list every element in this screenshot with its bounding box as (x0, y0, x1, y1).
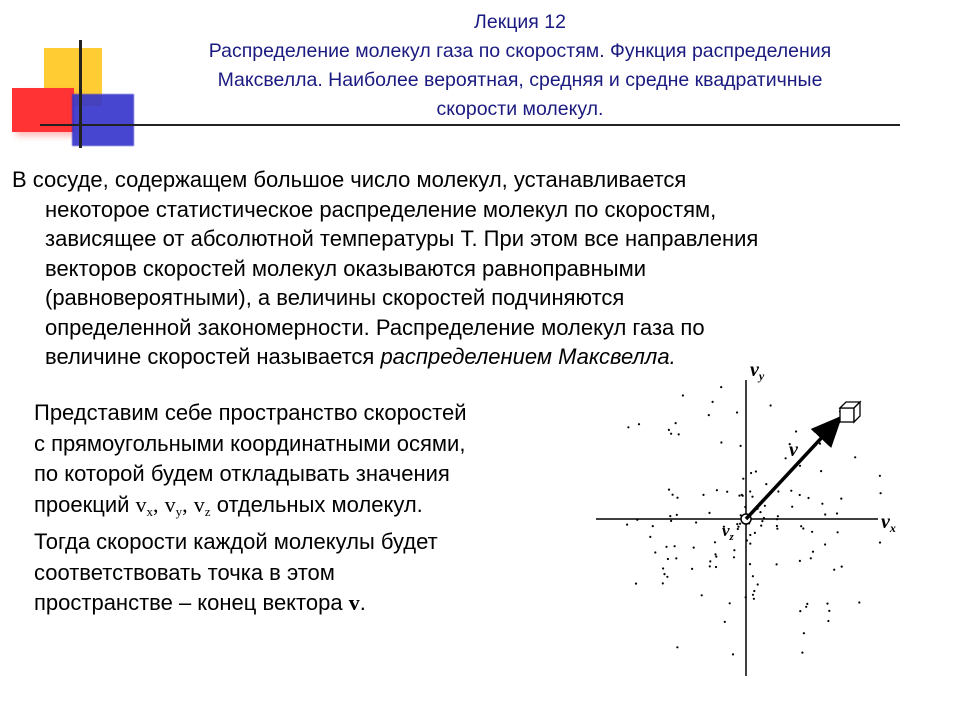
molecule-point (759, 511, 761, 513)
paragraph-line-1: В сосуде, содержащем большое число молекул, устанавливается (12, 167, 687, 192)
molecule-point (749, 543, 751, 545)
side-line-4: проекций $v_x$, $v_y$, $v_z$ отдельных молекул. (34, 491, 423, 519)
molecule-point (746, 539, 748, 541)
molecule-point (763, 517, 765, 519)
molecule-point (729, 602, 731, 604)
molecule-point (753, 590, 755, 592)
molecule-point (812, 551, 814, 553)
molecule-point (807, 497, 809, 499)
molecule-points (626, 386, 882, 656)
molecule-point (828, 610, 830, 612)
paragraph-line-3: зависящее от абсолютной температуры Т. При этом все направления (45, 226, 759, 251)
molecule-point (752, 594, 754, 596)
molecule-point (752, 575, 754, 577)
side-line-1: Представим себе пространство скоростей (34, 400, 467, 425)
molecule-point (749, 563, 751, 565)
molecule-point (827, 620, 829, 622)
molecule-point (749, 490, 751, 492)
side-line-6: соответствовать точка в этом (34, 559, 335, 585)
molecule-point (749, 534, 751, 536)
molecule-point (826, 603, 828, 605)
side-line-2: с прямоугольными координатными осями, (34, 430, 466, 456)
molecule-point (761, 520, 763, 522)
molecule-point (672, 494, 674, 496)
molecule-point (666, 576, 668, 578)
vector-label: v (789, 439, 798, 461)
molecule-point (708, 414, 710, 416)
molecule-point (833, 569, 835, 571)
velocity-space-text (34, 398, 594, 619)
molecule-point (714, 541, 716, 543)
molecule-point (663, 573, 665, 575)
molecule-point (712, 401, 714, 403)
molecule-point (732, 653, 734, 655)
molecule-point (738, 495, 740, 497)
volume-element-cube (840, 402, 860, 422)
molecule-point (760, 525, 762, 527)
molecule-point (820, 470, 822, 472)
molecule-point (821, 503, 823, 505)
logo-vertical-line (79, 40, 82, 148)
title-line-4: скорости молекул. (436, 98, 604, 120)
molecule-point (724, 621, 726, 623)
molecule-point (880, 492, 882, 494)
molecule-point (733, 549, 735, 551)
molecule-point (708, 512, 710, 514)
molecule-point (790, 490, 792, 492)
molecule-point (675, 422, 677, 424)
molecule-point (795, 430, 797, 432)
slide-title (140, 8, 900, 124)
molecule-point (879, 475, 881, 477)
molecule-point (676, 497, 678, 499)
molecule-point (716, 489, 718, 491)
molecule-point (670, 433, 672, 435)
molecule-point (667, 558, 669, 560)
title-line-3: Максвелла. Наиболее вероятная, средняя и средне квадратичные (217, 69, 823, 91)
molecule-point (693, 547, 695, 549)
velocity-space-diagram (596, 358, 920, 678)
vy-axis-label: $v_y$ (750, 359, 765, 383)
molecule-point (715, 556, 717, 558)
molecule-point (799, 560, 801, 562)
molecule-point (665, 546, 667, 548)
molecule-point (755, 470, 757, 472)
molecule-point (654, 551, 656, 553)
paragraph-line-5: (равновероятными), а величины скоростей подчиняются (45, 285, 625, 310)
molecule-point (824, 513, 826, 515)
molecule-point (854, 456, 856, 458)
molecule-point (662, 567, 664, 569)
molecule-point (750, 472, 752, 474)
molecule-point (676, 646, 678, 648)
molecule-point (678, 433, 680, 435)
molecule-point (701, 594, 703, 596)
molecule-point (676, 514, 678, 516)
molecule-point (806, 603, 808, 605)
molecule-point (737, 526, 739, 528)
molecule-point (753, 598, 755, 600)
molecule-point (776, 563, 778, 565)
molecule-point (800, 525, 802, 527)
molecule-point (840, 498, 842, 500)
vx-axis-label: $v_x$ (881, 511, 896, 535)
molecule-point (662, 582, 664, 584)
molecule-point (668, 489, 670, 491)
molecule-point (764, 505, 766, 507)
molecule-point (720, 441, 722, 443)
molecule-point (682, 394, 684, 396)
molecule-point (635, 583, 637, 585)
molecule-point (837, 531, 839, 533)
molecule-point (739, 523, 741, 525)
molecule-point (709, 560, 711, 562)
paragraph-line-4: векторов скоростей молекул оказываются равноправными (45, 255, 646, 281)
molecule-point (785, 457, 787, 459)
velocity-vector-arrow (746, 418, 840, 519)
vz-symbol: $v_z$ (193, 491, 211, 519)
molecule-point (777, 490, 779, 492)
molecule-point (736, 523, 738, 525)
molecule-point (810, 557, 812, 559)
molecule-point (741, 494, 743, 496)
title-line-1: Лекция 12 (474, 11, 566, 33)
side-line-7: пространстве – конец вектора v. (34, 590, 366, 615)
molecule-point (824, 543, 826, 545)
molecule-point (776, 525, 778, 527)
molecule-point (811, 531, 813, 533)
molecule-point (776, 518, 778, 520)
molecule-point (770, 404, 772, 406)
molecule-point (742, 478, 744, 480)
molecule-point (757, 583, 759, 585)
molecule-point (695, 521, 697, 523)
molecule-point (801, 652, 803, 654)
molecule-point (709, 565, 711, 567)
molecule-point (841, 566, 843, 568)
molecule-point (726, 491, 728, 493)
molecule-point (791, 506, 793, 508)
molecule-point (636, 519, 638, 521)
molecule-point (740, 445, 742, 447)
molecule-point (652, 525, 654, 527)
molecule-point (744, 506, 746, 508)
molecule-point (649, 536, 651, 538)
molecule-point (799, 494, 801, 496)
molecule-point (715, 566, 717, 568)
vx-symbol: $v_x$, (135, 491, 159, 519)
vz-axis-label: $v_z$ (722, 521, 734, 543)
molecule-point (754, 532, 756, 534)
molecule-point (802, 527, 804, 529)
paragraph-line-6: определенной закономерности. Распределение молекул газа по (45, 314, 705, 340)
title-line-2: Распределение молекул газа по скоростям. Функция распределения (208, 40, 832, 62)
molecule-point (674, 545, 676, 547)
molecule-point (805, 606, 807, 608)
paragraph-line-7-text: величине скоростей называется (45, 344, 381, 369)
molecule-point (751, 496, 753, 498)
molecule-point (879, 541, 881, 543)
molecule-point (799, 465, 801, 467)
molecule-point (736, 411, 738, 413)
molecule-point (858, 601, 860, 603)
maxwell-distribution-term: распределением Максвелла. (380, 344, 676, 369)
molecule-point (803, 632, 805, 634)
molecule-point (777, 515, 779, 517)
molecule-point (638, 423, 640, 425)
molecule-point (691, 568, 693, 570)
molecule-point (670, 520, 672, 522)
molecule-point (765, 483, 767, 485)
molecule-point (702, 494, 704, 496)
molecule-point (675, 557, 677, 559)
side-line-5: Тогда скорости каждой молекулы будет (34, 529, 438, 554)
molecule-point (669, 515, 671, 517)
molecule-point (714, 553, 716, 555)
molecule-point (733, 556, 735, 558)
paragraph-line-2: некоторое статистическое распределение молекул по скоростям, (45, 196, 717, 222)
molecule-point (745, 596, 747, 598)
molecule-point (799, 610, 801, 612)
vy-symbol: $v_y$, (164, 491, 188, 519)
title-divider-line (40, 124, 900, 126)
molecule-point (720, 386, 722, 388)
molecule-point (836, 512, 838, 514)
side-line-3: по которой будем откладывать значения (34, 461, 450, 486)
molecule-point (737, 528, 739, 530)
vector-v-symbol: v (348, 590, 360, 615)
molecule-point (668, 429, 670, 431)
intro-paragraph (12, 165, 952, 372)
molecule-point (776, 528, 778, 530)
molecule-point (626, 524, 628, 526)
molecule-point (627, 426, 629, 428)
